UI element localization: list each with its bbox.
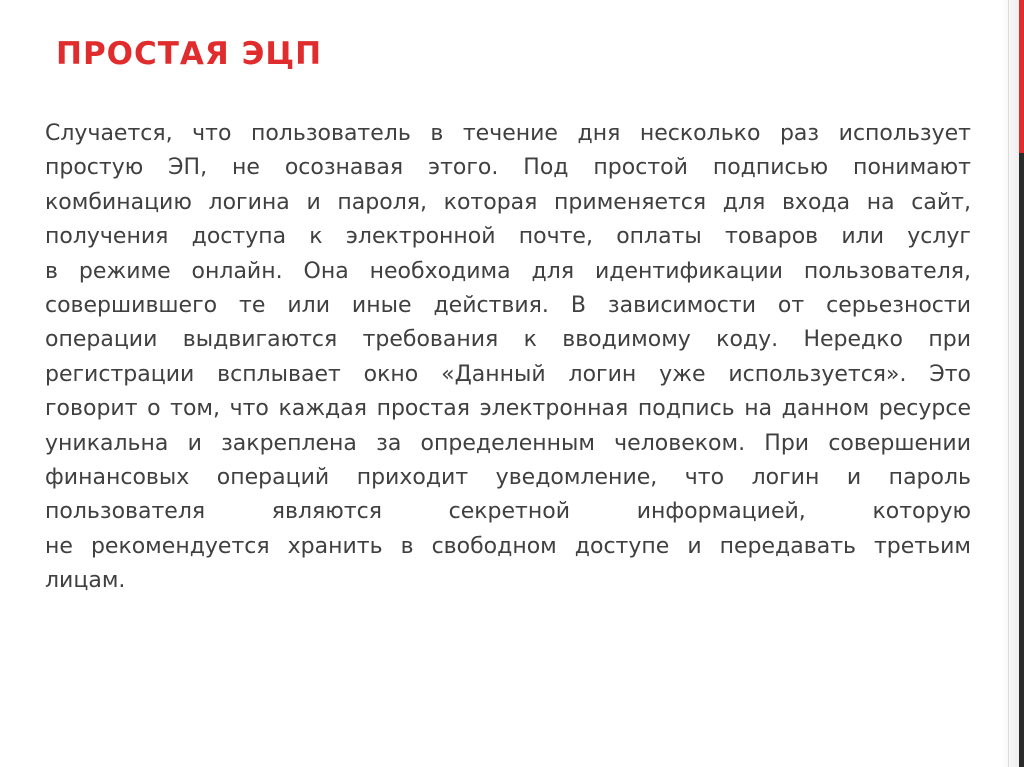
body-line: комбинацию логина и пароля, которая применяется для входа на сайт, [45, 189, 971, 215]
body-paragraph [45, 117, 971, 599]
slide-title: ПРОСТАЯ ЭЦП [56, 36, 323, 72]
body-line: операции выдвигаются требования к вводимому коду. Нередко при [45, 327, 971, 353]
body-line: пользователя являются секретной информацией, которую [45, 499, 971, 525]
body-line: говорит о том, что каждая простая электронная подпись на данном ресурсе [45, 396, 971, 422]
body-line: в режиме онлайн. Она необходима для идентификации пользователя, [45, 258, 971, 284]
body-line: совершившего те или иные действия. В зависимости от серьезности [45, 293, 971, 319]
body-line: получения доступа к электронной почте, оплаты товаров или услуг [45, 224, 971, 250]
body-line: регистрации всплывает окно «Данный логин уже используется». Это [45, 361, 971, 387]
body-line: финансовых операций приходит уведомление, что логин и пароль [45, 465, 971, 491]
body-line: уникальна и закреплена за определенным человеком. При совершении [45, 430, 971, 456]
body-line: лицам. [45, 568, 126, 594]
body-line: Случается, что пользователь в течение дня несколько раз использует [45, 121, 971, 146]
accent-bar-red [1019, 0, 1024, 153]
body-line: не рекомендуется хранить в свободном доступе и передавать третьим [45, 533, 971, 559]
accent-bar-dark [1019, 153, 1024, 767]
body-line: простую ЭП, не осознавая этого. Под простой подписью понимают [45, 155, 971, 181]
